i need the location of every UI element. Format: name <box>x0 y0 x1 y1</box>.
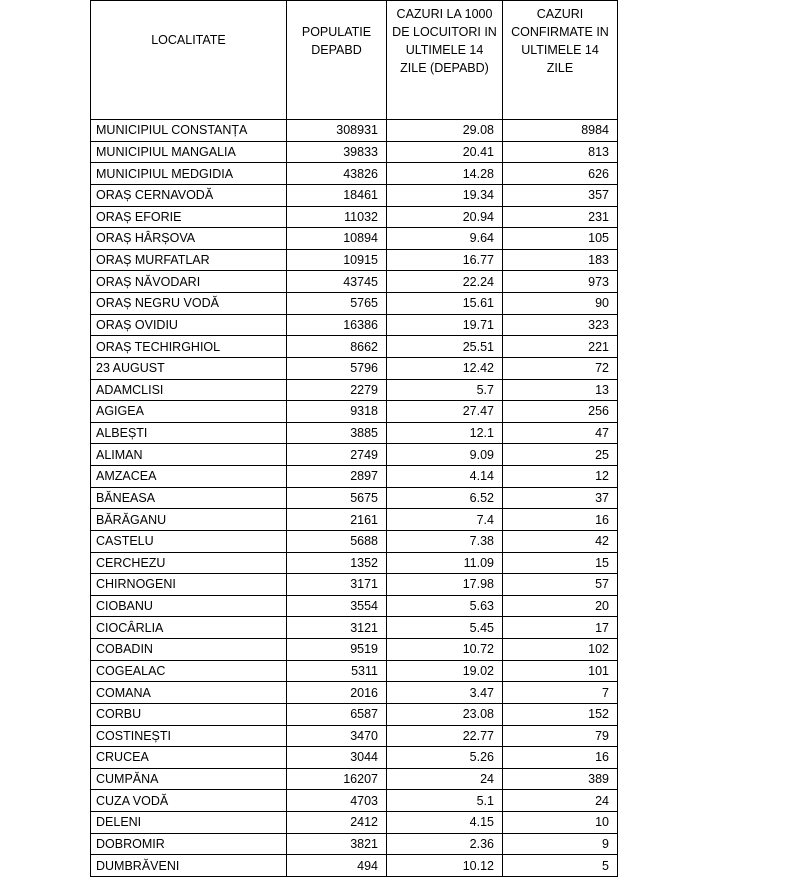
cell-cazuri-confirmate: 101 <box>503 660 618 682</box>
cell-localitate: ORAȘ CERNAVODĂ <box>91 184 287 206</box>
table-header <box>91 1 618 120</box>
cell-cazuri-la-1000: 23.08 <box>387 703 503 725</box>
cell-cazuri-confirmate: 357 <box>503 184 618 206</box>
cell-cazuri-confirmate: 183 <box>503 249 618 271</box>
cell-cazuri-la-1000: 7.4 <box>387 509 503 531</box>
table-row <box>91 271 618 293</box>
cell-cazuri-la-1000: 16.77 <box>387 249 503 271</box>
cell-populatie: 3554 <box>287 595 387 617</box>
cell-localitate: BĂNEASA <box>91 487 287 509</box>
cell-cazuri-la-1000: 9.09 <box>387 444 503 466</box>
cell-cazuri-la-1000: 5.45 <box>387 617 503 639</box>
cell-localitate: ORAȘ MURFATLAR <box>91 249 287 271</box>
cell-cazuri-confirmate: 221 <box>503 336 618 358</box>
table-row <box>91 617 618 639</box>
cell-localitate: CIOCÂRLIA <box>91 617 287 639</box>
cell-cazuri-la-1000: 15.61 <box>387 293 503 315</box>
cell-populatie: 3171 <box>287 574 387 596</box>
header-cazuri-la-1000: CAZURI LA 1000 DE LOCUITORI IN ULTIMELE 14 ZILE (DEPABD) <box>387 1 503 120</box>
cell-populatie: 16386 <box>287 314 387 336</box>
table-row <box>91 595 618 617</box>
cell-cazuri-la-1000: 24 <box>387 768 503 790</box>
cell-cazuri-la-1000: 20.94 <box>387 206 503 228</box>
cell-cazuri-la-1000: 4.15 <box>387 812 503 834</box>
cell-cazuri-la-1000: 5.7 <box>387 379 503 401</box>
cell-cazuri-la-1000: 19.71 <box>387 314 503 336</box>
cell-localitate: MUNICIPIUL MANGALIA <box>91 141 287 163</box>
cell-cazuri-la-1000: 12.1 <box>387 422 503 444</box>
cell-populatie: 3044 <box>287 747 387 769</box>
table-row <box>91 206 618 228</box>
cell-localitate: DELENI <box>91 812 287 834</box>
cell-cazuri-confirmate: 105 <box>503 228 618 250</box>
table-row <box>91 466 618 488</box>
table-row <box>91 444 618 466</box>
cell-localitate: ORAȘ HÂRȘOVA <box>91 228 287 250</box>
cell-localitate: ALBEȘTI <box>91 422 287 444</box>
cell-populatie: 308931 <box>287 120 387 142</box>
table-row <box>91 184 618 206</box>
cell-populatie: 2412 <box>287 812 387 834</box>
table-row <box>91 379 618 401</box>
cell-localitate: CUZA VODĂ <box>91 790 287 812</box>
cell-cazuri-confirmate: 256 <box>503 401 618 423</box>
cell-cazuri-confirmate: 57 <box>503 574 618 596</box>
cell-cazuri-la-1000: 5.63 <box>387 595 503 617</box>
cell-cazuri-confirmate: 10 <box>503 812 618 834</box>
cell-cazuri-la-1000: 19.34 <box>387 184 503 206</box>
cell-localitate: ORAȘ NĂVODARI <box>91 271 287 293</box>
cell-localitate: ALIMAN <box>91 444 287 466</box>
cell-cazuri-confirmate: 47 <box>503 422 618 444</box>
table-row <box>91 487 618 509</box>
table-row <box>91 639 618 661</box>
table-row <box>91 703 618 725</box>
cell-populatie: 9519 <box>287 639 387 661</box>
cell-cazuri-confirmate: 37 <box>503 487 618 509</box>
cell-cazuri-la-1000: 22.77 <box>387 725 503 747</box>
cell-cazuri-confirmate: 9 <box>503 833 618 855</box>
cell-cazuri-confirmate: 626 <box>503 163 618 185</box>
cell-cazuri-confirmate: 389 <box>503 768 618 790</box>
cell-populatie: 1352 <box>287 552 387 574</box>
cell-populatie: 5675 <box>287 487 387 509</box>
cell-cazuri-confirmate: 15 <box>503 552 618 574</box>
cell-localitate: AGIGEA <box>91 401 287 423</box>
cell-cazuri-confirmate: 7 <box>503 682 618 704</box>
cell-cazuri-la-1000: 27.47 <box>387 401 503 423</box>
cell-populatie: 4703 <box>287 790 387 812</box>
cell-cazuri-la-1000: 2.36 <box>387 833 503 855</box>
cell-localitate: ORAȘ TECHIRGHIOL <box>91 336 287 358</box>
cell-populatie: 2897 <box>287 466 387 488</box>
cell-cazuri-confirmate: 973 <box>503 271 618 293</box>
cell-populatie: 5796 <box>287 357 387 379</box>
cell-localitate: MUNICIPIUL MEDGIDIA <box>91 163 287 185</box>
table-row <box>91 509 618 531</box>
header-localitate: LOCALITATE <box>91 1 287 120</box>
cell-cazuri-la-1000: 12.42 <box>387 357 503 379</box>
cell-cazuri-confirmate: 152 <box>503 703 618 725</box>
cell-populatie: 16207 <box>287 768 387 790</box>
table-row <box>91 422 618 444</box>
cell-cazuri-confirmate: 8984 <box>503 120 618 142</box>
cell-localitate: COSTINEȘTI <box>91 725 287 747</box>
table-row <box>91 249 618 271</box>
cell-populatie: 43826 <box>287 163 387 185</box>
cell-cazuri-confirmate: 12 <box>503 466 618 488</box>
cell-populatie: 8662 <box>287 336 387 358</box>
cell-localitate: AMZACEA <box>91 466 287 488</box>
table-row <box>91 660 618 682</box>
cell-populatie: 11032 <box>287 206 387 228</box>
cell-cazuri-confirmate: 13 <box>503 379 618 401</box>
cell-localitate: MUNICIPIUL CONSTANȚA <box>91 120 287 142</box>
cell-localitate: DUMBRĂVENI <box>91 855 287 877</box>
cell-populatie: 3121 <box>287 617 387 639</box>
cell-populatie: 3470 <box>287 725 387 747</box>
cell-populatie: 5311 <box>287 660 387 682</box>
table-row <box>91 163 618 185</box>
cell-localitate: 23 AUGUST <box>91 357 287 379</box>
cell-cazuri-confirmate: 813 <box>503 141 618 163</box>
cell-populatie: 6587 <box>287 703 387 725</box>
cell-cazuri-confirmate: 5 <box>503 855 618 877</box>
table-row <box>91 682 618 704</box>
cell-localitate: CERCHEZU <box>91 552 287 574</box>
table-row <box>91 725 618 747</box>
table-row <box>91 812 618 834</box>
cell-localitate: CASTELU <box>91 530 287 552</box>
cell-cazuri-confirmate: 20 <box>503 595 618 617</box>
cell-cazuri-la-1000: 29.08 <box>387 120 503 142</box>
header-cazuri-confirmate: CAZURI CONFIRMATE IN ULTIMELE 14 ZILE <box>503 1 618 120</box>
table-row <box>91 314 618 336</box>
cell-populatie: 39833 <box>287 141 387 163</box>
cell-populatie: 10894 <box>287 228 387 250</box>
cell-cazuri-la-1000: 5.1 <box>387 790 503 812</box>
table-row <box>91 747 618 769</box>
cell-localitate: ADAMCLISI <box>91 379 287 401</box>
cell-cazuri-la-1000: 9.64 <box>387 228 503 250</box>
cell-cazuri-confirmate: 16 <box>503 509 618 531</box>
cases-table <box>90 0 618 877</box>
cell-cazuri-confirmate: 102 <box>503 639 618 661</box>
table-row <box>91 768 618 790</box>
cell-localitate: COBADIN <box>91 639 287 661</box>
table-row <box>91 574 618 596</box>
cell-cazuri-confirmate: 79 <box>503 725 618 747</box>
table-body <box>91 120 618 877</box>
table-row <box>91 530 618 552</box>
cell-cazuri-la-1000: 22.24 <box>387 271 503 293</box>
cell-populatie: 10915 <box>287 249 387 271</box>
cell-localitate: DOBROMIR <box>91 833 287 855</box>
cell-cazuri-la-1000: 10.12 <box>387 855 503 877</box>
cell-localitate: CIOBANU <box>91 595 287 617</box>
cell-populatie: 3885 <box>287 422 387 444</box>
cell-cazuri-confirmate: 25 <box>503 444 618 466</box>
table-row <box>91 552 618 574</box>
cell-cazuri-la-1000: 25.51 <box>387 336 503 358</box>
table-row <box>91 833 618 855</box>
header-row <box>91 1 618 120</box>
cell-cazuri-la-1000: 6.52 <box>387 487 503 509</box>
cell-cazuri-confirmate: 42 <box>503 530 618 552</box>
cell-populatie: 18461 <box>287 184 387 206</box>
cell-cazuri-la-1000: 5.26 <box>387 747 503 769</box>
cell-populatie: 2749 <box>287 444 387 466</box>
cell-cazuri-la-1000: 14.28 <box>387 163 503 185</box>
cell-localitate: ORAȘ OVIDIU <box>91 314 287 336</box>
cell-populatie: 5765 <box>287 293 387 315</box>
table-row <box>91 401 618 423</box>
cell-cazuri-la-1000: 11.09 <box>387 552 503 574</box>
table-row <box>91 141 618 163</box>
table-row <box>91 357 618 379</box>
cell-cazuri-la-1000: 20.41 <box>387 141 503 163</box>
cell-populatie: 2279 <box>287 379 387 401</box>
table-row <box>91 855 618 877</box>
cell-cazuri-confirmate: 323 <box>503 314 618 336</box>
table-row <box>91 120 618 142</box>
cell-populatie: 3821 <box>287 833 387 855</box>
cell-cazuri-confirmate: 17 <box>503 617 618 639</box>
cell-cazuri-la-1000: 4.14 <box>387 466 503 488</box>
cell-populatie: 43745 <box>287 271 387 293</box>
table-row <box>91 790 618 812</box>
cell-populatie: 5688 <box>287 530 387 552</box>
cell-cazuri-confirmate: 231 <box>503 206 618 228</box>
cell-cazuri-confirmate: 24 <box>503 790 618 812</box>
table-row <box>91 336 618 358</box>
cell-localitate: CRUCEA <box>91 747 287 769</box>
cell-cazuri-confirmate: 16 <box>503 747 618 769</box>
table-row <box>91 228 618 250</box>
cell-cazuri-confirmate: 72 <box>503 357 618 379</box>
cell-localitate: ORAȘ EFORIE <box>91 206 287 228</box>
cell-cazuri-la-1000: 7.38 <box>387 530 503 552</box>
cell-localitate: ORAȘ NEGRU VODĂ <box>91 293 287 315</box>
cell-localitate: CUMPĂNA <box>91 768 287 790</box>
cell-localitate: COGEALAC <box>91 660 287 682</box>
header-populatie: POPULATIE DEPABD <box>287 1 387 120</box>
cell-localitate: COMANA <box>91 682 287 704</box>
cell-localitate: CHIRNOGENI <box>91 574 287 596</box>
cell-localitate: CORBU <box>91 703 287 725</box>
cell-cazuri-la-1000: 19.02 <box>387 660 503 682</box>
cell-populatie: 9318 <box>287 401 387 423</box>
cell-cazuri-la-1000: 17.98 <box>387 574 503 596</box>
table-row <box>91 293 618 315</box>
cell-cazuri-la-1000: 10.72 <box>387 639 503 661</box>
cell-populatie: 2016 <box>287 682 387 704</box>
cell-cazuri-confirmate: 90 <box>503 293 618 315</box>
cell-localitate: BĂRĂGANU <box>91 509 287 531</box>
cell-cazuri-la-1000: 3.47 <box>387 682 503 704</box>
cell-populatie: 494 <box>287 855 387 877</box>
cell-populatie: 2161 <box>287 509 387 531</box>
